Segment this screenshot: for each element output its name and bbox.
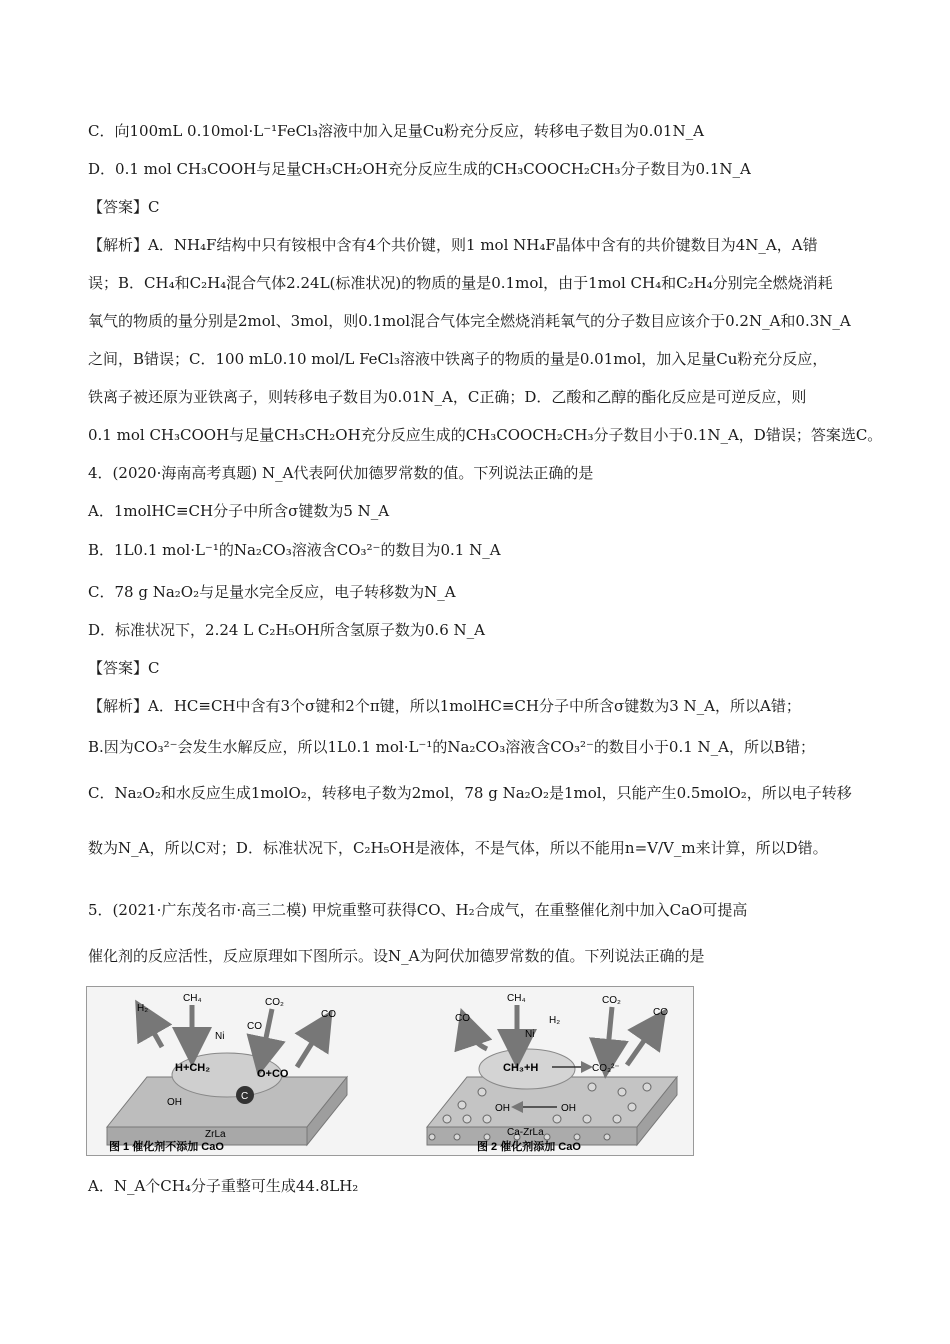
fig2-surface: Ca-ZrLa: [507, 1127, 544, 1138]
question-4-stem: 4．(2020·海南高考真题) N_A代表阿伏加德罗常数的值。下列说法正确的是: [88, 464, 594, 482]
option-a: A．1molHC≡CH分子中所含σ键数为5 N_A: [88, 502, 390, 520]
figure-2-slab: [427, 1049, 677, 1145]
analysis-line: 铁离子被还原为亚铁离子，则转移电子数目为0.01N_A，C正确；D．乙酸和乙醇的酯化反应是可逆反应，则: [88, 388, 807, 406]
analysis-line: C．Na₂O₂和水反应生成1molO₂，转移电子数为2mol，78 g Na₂O₂是1mol，只能产生0.5molO₂，所以电子转移: [88, 784, 852, 802]
line-c-option: C．向100mL 0.10mol·L⁻¹FeCl₃溶液中加入足量Cu粉充分反应，转移电子数目为0.01N_A: [88, 122, 704, 140]
fig1-ni: Ni: [215, 1031, 225, 1042]
fig2-oh2: OH: [561, 1103, 576, 1114]
fig2-co2: CO₂: [602, 995, 621, 1006]
fig1-oh: OH: [167, 1097, 182, 1108]
option-a-q5: A．N_A个CH₄分子重整可生成44.8LH₂: [88, 1177, 359, 1195]
reaction-mechanism-figure: [86, 986, 694, 1156]
analysis-line: 之间，B错误；C．100 mL0.10 mol/L FeCl₃溶液中铁离子的物质的量是0.01mol，加入足量Cu粉充分反应，: [88, 350, 828, 368]
fig1-h2: H₂: [137, 1003, 149, 1014]
fig1-co: CO: [321, 1009, 336, 1020]
fig2-h2: H₂: [549, 1015, 561, 1026]
fig1-h-ch2: H+CH₂: [175, 1062, 211, 1074]
fig1-caption: 图 1 催化剂不添加 CaO: [109, 1141, 224, 1153]
fig2-co-left: CO: [455, 1013, 470, 1024]
option-c: C．78 g Na₂O₂与足量水完全反应，电子转移数为N_A: [88, 583, 456, 601]
fig2-ch3-h: CH₃+H: [503, 1062, 539, 1074]
fig2-ni: Ni: [525, 1029, 535, 1040]
fig1-co-b: CO: [247, 1021, 262, 1032]
fig2-oh1: OH: [495, 1103, 510, 1114]
fig1-c: C: [241, 1091, 249, 1102]
analysis-line: 【解析】A．NH₄F结构中只有铵根中含有4个共价键，则1 mol NH₄F晶体中含有的共价键数目为4N_A，A错: [88, 236, 818, 254]
answer-label: 【答案】C: [88, 659, 160, 677]
option-b: B．1L0.1 mol·L⁻¹的Na₂CO₃溶液含CO₃²⁻的数目为0.1 N_A: [88, 541, 501, 559]
analysis-line: B.因为CO₃²⁻会发生水解反应，所以1L0.1 mol·L⁻¹的Na₂CO₃溶液含CO₃²⁻的数目小于0.1 N_A，所以B错；: [88, 738, 816, 756]
fig1-co2: CO₂: [265, 997, 284, 1008]
question-5-stem: 5．(2021·广东茂名市·高三二模) 甲烷重整可获得CO、H₂合成气，在重整催化剂中加入CaO可提高: [88, 901, 748, 919]
line-d-option: D．0.1 mol CH₃COOH与足量CH₃CH₂OH充分反应生成的CH₃COOCH₂CH₃分子数目为0.1N_A: [88, 160, 751, 178]
answer-label: 【答案】C: [88, 198, 160, 216]
analysis-line: 【解析】A．HC≡CH中含有3个σ键和2个π键，所以1molHC≡CH分子中所含σ键数为3 N_A，所以A错；: [88, 697, 801, 715]
analysis-line: 误；B．CH₄和C₂H₄混合气体2.24L(标准状况)的物质的量是0.1mol，由于1mol CH₄和C₂H₄分别完全燃烧消耗: [88, 274, 833, 292]
figure-1-slab: [107, 1053, 347, 1145]
fig2-co3: CO₃²⁻: [592, 1063, 620, 1074]
question-5-stem: 催化剂的反应活性，反应原理如下图所示。设N_A为阿伏加德罗常数的值。下列说法正确的是: [88, 947, 705, 965]
fig2-ch4: CH₄: [507, 993, 526, 1004]
analysis-line: 0.1 mol CH₃COOH与足量CH₃CH₂OH充分反应生成的CH₃COOCH₂CH₃分子数目小于0.1N_A，D错误；答案选C。: [88, 426, 883, 444]
analysis-line: 数为N_A，所以C对；D．标准状况下，C₂H₅OH是液体，不是气体，所以不能用n=V/V_m来计算，所以D错。: [88, 839, 828, 857]
fig1-ch4: CH₄: [183, 993, 202, 1004]
fig2-caption: 图 2 催化剂添加 CaO: [477, 1141, 581, 1153]
option-d: D．标准状况下，2.24 L C₂H₅OH所含氢原子数为0.6 N_A: [88, 621, 485, 639]
analysis-line: 氧气的物质的量分别是2mol、3mol，则0.1mol混合气体完全燃烧消耗氧气的分子数目应该介于0.2N_A和0.3N_A: [88, 312, 851, 330]
fig1-surface: ZrLa: [205, 1129, 226, 1140]
fig2-co: CO: [653, 1007, 668, 1018]
fig1-o-co: O+CO: [257, 1068, 289, 1080]
